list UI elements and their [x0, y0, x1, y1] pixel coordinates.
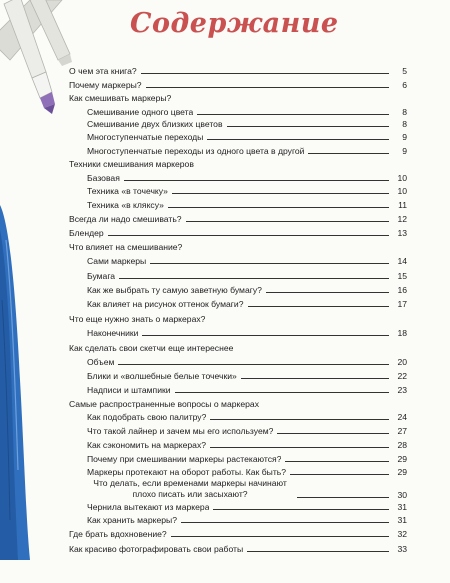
- toc-page-number: 10: [397, 173, 407, 183]
- toc-page-number: 14: [397, 256, 407, 266]
- toc-page-number: 16: [397, 285, 407, 295]
- toc-leader-line: [171, 536, 389, 537]
- toc-page-number: 15: [397, 271, 407, 281]
- toc-entry-title: Как хранить маркеры?: [87, 515, 177, 525]
- toc-leader-line: [241, 378, 389, 379]
- toc-entry-title: О чем эта книга?: [69, 66, 137, 76]
- toc-entry-title: Что такой лайнер и зачем мы его используем?: [87, 426, 274, 436]
- toc-page-number: 20: [397, 357, 407, 367]
- toc-leader-line: [277, 433, 389, 434]
- toc-entry-title: Техника «в кляксу»: [87, 200, 164, 210]
- toc-leader-line: [175, 392, 389, 393]
- toc-page-number: 13: [397, 228, 407, 238]
- toc-leader-line: [285, 461, 389, 462]
- toc-entry-title: Наконечники: [87, 328, 139, 338]
- toc-subsection-entry: [87, 451, 407, 464]
- toc-subsection-entry: [87, 409, 407, 422]
- toc-subsection-entry: [87, 116, 407, 129]
- toc-subsection-entry: [87, 129, 407, 142]
- toc-entry-title: Объем: [87, 357, 115, 367]
- toc-entry-title: Смешивание двух близких цветов: [87, 119, 223, 129]
- toc-leader-line: [297, 497, 389, 498]
- toc-page-number: 8: [402, 119, 407, 129]
- toc-page-number: 9: [402, 132, 407, 142]
- toc-page-number: 30: [397, 490, 407, 500]
- toc-subsection-entry: [87, 268, 407, 281]
- toc-subsection-entry: [87, 170, 407, 183]
- toc-entry-title: Как сделать свои скетчи еще интереснее: [69, 343, 234, 353]
- toc-page-number: 31: [397, 515, 407, 525]
- toc-entry-title: Базовая: [87, 173, 120, 183]
- toc-subsection-entry: [87, 423, 407, 436]
- toc-subsection-entry: [87, 512, 407, 525]
- toc-subsection-entry: [87, 183, 407, 196]
- toc-page-number: 17: [397, 299, 407, 309]
- toc-entry-title: Бумага: [87, 271, 116, 281]
- toc-entry-title: Как подобрать свою палитру?: [87, 412, 207, 422]
- toc-leader-line: [168, 207, 389, 208]
- toc-section-entry: [69, 90, 407, 103]
- toc-entry-title: Где брать вдохновение?: [69, 529, 167, 539]
- toc-entry-title: Что влияет на смешивание?: [69, 242, 183, 252]
- toc-leader-line: [248, 306, 390, 307]
- toc-subsection-entry: [87, 143, 407, 156]
- toc-page-number: 8: [402, 106, 407, 117]
- toc-leader-line: [207, 139, 389, 140]
- toc-page-number: 32: [397, 529, 407, 539]
- toc-page-number: 11: [398, 200, 407, 210]
- toc-subsection-entry: [87, 476, 407, 500]
- toc-page-number: 29: [397, 467, 407, 477]
- toc-leader-line: [172, 193, 389, 194]
- toc-leader-line: [181, 522, 389, 523]
- toc-entry-title: Что делать, если временами маркеры начинают плохо писать или засыхают?: [93, 478, 287, 499]
- toc-page-number: 5: [402, 66, 407, 76]
- toc-section-entry: [69, 526, 407, 539]
- toc-entry-title: Надписи и штампики: [87, 385, 171, 395]
- toc-leader-line: [186, 221, 389, 222]
- toc-entry-title: Как влияет на рисунок оттенок бумаги?: [87, 299, 244, 309]
- toc-leader-line: [247, 551, 389, 552]
- toc-page-number: 10: [397, 186, 407, 196]
- marker-pens-illustration: [0, 0, 72, 114]
- toc-leader-line: [124, 180, 389, 181]
- toc-section-entry: [69, 77, 407, 90]
- toc-entry-title: Маркеры протекают на оборот работы. Как быть?: [87, 467, 287, 477]
- toc-subsection-entry: [87, 325, 407, 338]
- toc-subsection-entry: [87, 197, 407, 210]
- toc-section-entry: [69, 541, 407, 554]
- toc-entry-title: Как красиво фотографировать свои работы: [69, 544, 244, 554]
- toc-subsection-entry: [87, 437, 407, 450]
- toc-section-entry: [69, 225, 407, 238]
- toc-entry-title: Блендер: [69, 228, 104, 238]
- toc-entry-title: Смешивание одного цвета: [87, 106, 194, 117]
- toc-leader-line: [290, 474, 389, 475]
- toc-subsection-entry: [87, 253, 407, 266]
- toc-page-number: 12: [397, 214, 407, 224]
- toc-entry-title: Многоступенчатые переходы из одного цвета в другой: [87, 145, 305, 156]
- toc-entry-title: Сами маркеры: [87, 256, 147, 266]
- toc-entry-title: Как смешивать маркеры?: [69, 93, 172, 103]
- toc-subsection-entry: [87, 282, 407, 295]
- toc-page-number: 27: [397, 426, 407, 436]
- toc-entry-title: Техники смешивания маркеров: [69, 159, 194, 169]
- toc-leader-line: [150, 263, 389, 264]
- toc-page-number: 6: [402, 79, 407, 90]
- toc-page-number: 22: [397, 371, 407, 381]
- toc-leader-line: [141, 73, 389, 74]
- toc-subsection-entry: [87, 354, 407, 367]
- toc-page-number: 28: [397, 440, 407, 450]
- toc-leader-line: [142, 335, 389, 336]
- toc-entry-title: Почему маркеры?: [69, 79, 142, 90]
- toc-leader-line: [266, 292, 389, 293]
- toc-subsection-entry: [87, 382, 407, 395]
- toc-page-number: 24: [397, 412, 407, 422]
- toc-subsection-entry: [87, 368, 407, 381]
- toc-page-number: 31: [397, 502, 407, 512]
- toc-leader-line: [118, 364, 389, 365]
- toc-leader-line: [108, 235, 389, 236]
- toc-leader-line: [227, 126, 389, 127]
- toc-entry-title: Самые распространенные вопросы о маркерах: [69, 399, 260, 409]
- toc-page-number: 33: [397, 544, 407, 554]
- toc-subsection-entry: [87, 296, 407, 309]
- toc-subsection-entry: [87, 104, 407, 117]
- toc-section-entry: [69, 156, 407, 169]
- toc-entry-title: Как сэкономить на маркерах?: [87, 440, 207, 450]
- toc-section-entry: [69, 340, 407, 353]
- toc-page-number: 18: [397, 328, 407, 338]
- toc-leader-line: [119, 278, 389, 279]
- toc-leader-line: [210, 419, 389, 420]
- toc-subsection-entry: [87, 499, 407, 512]
- toc-entry-title: Чернила вытекают из маркера: [87, 502, 210, 512]
- toc-entry-title: Почему при смешивании маркеры растекаются?: [87, 454, 282, 464]
- toc-entry-title: Как же выбрать ту самую заветную бумагу?: [87, 285, 262, 295]
- toc-section-entry: [69, 63, 407, 76]
- toc-section-entry: [69, 311, 407, 324]
- toc-leader-line: [146, 87, 389, 88]
- toc-section-entry: [69, 211, 407, 224]
- toc-leader-line: [213, 509, 389, 510]
- page-title: Содержание: [130, 8, 339, 39]
- toc-leader-line: [308, 153, 389, 154]
- toc-leader-line: [197, 114, 389, 115]
- toc-entry-title: Что еще нужно знать о маркерах?: [69, 314, 206, 324]
- toc-page-number: 29: [397, 454, 407, 464]
- toc-leader-line: [210, 447, 389, 448]
- toc-section-entry: [69, 239, 407, 252]
- toc-section-entry: [69, 396, 407, 409]
- blue-fabric-illustration: [0, 205, 30, 560]
- toc-entry-title: Многоступенчатые переходы: [87, 132, 204, 142]
- toc-entry-title: Всегда ли надо смешивать?: [69, 214, 182, 224]
- toc-page-number: 23: [397, 385, 407, 395]
- toc-entry-title: Блики и «волшебные белые точечки»: [87, 371, 237, 381]
- toc-page-number: 9: [402, 145, 407, 156]
- toc-entry-title: Техника «в точечку»: [87, 186, 168, 196]
